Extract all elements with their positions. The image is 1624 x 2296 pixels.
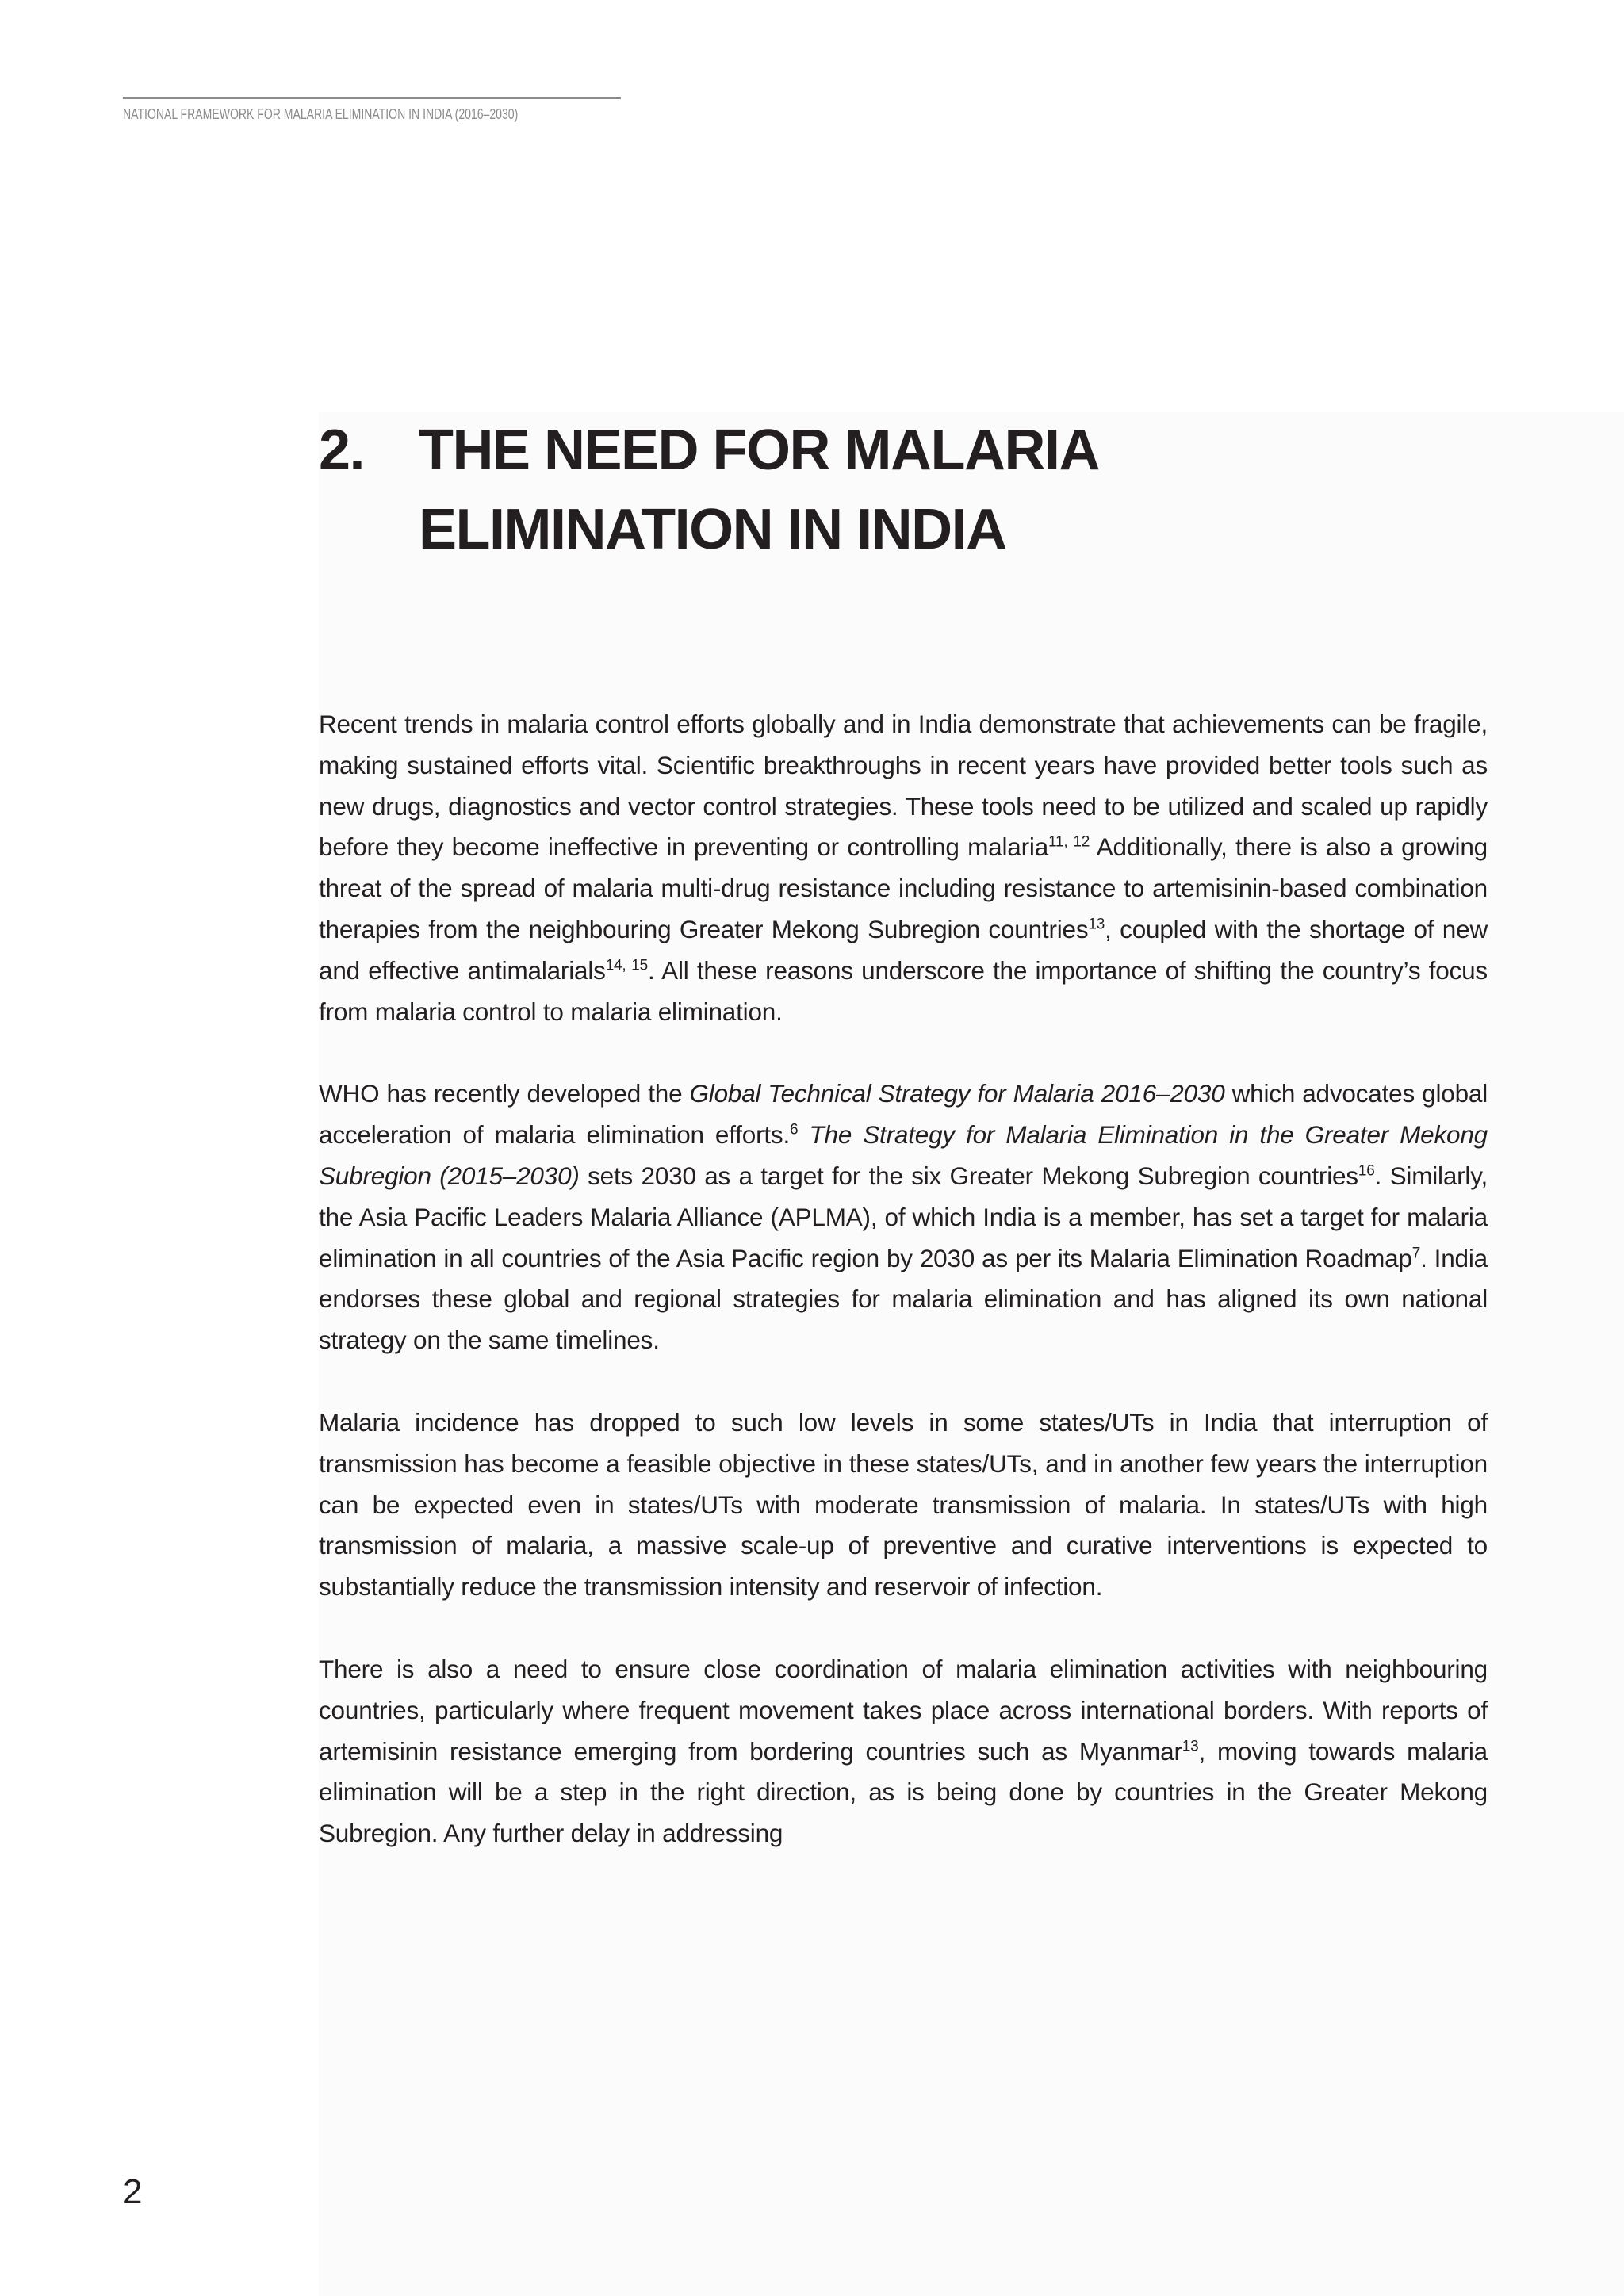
publication-title: Global Technical Strategy for Malaria 2016–2030 — [689, 1079, 1225, 1108]
reference-superscript: 6 — [790, 1121, 799, 1138]
chapter-title: THE NEED FOR MALARIA ELIMINATION IN INDIA — [419, 419, 1097, 561]
running-header: NATIONAL FRAMEWORK FOR MALARIA ELIMINATION IN INDIA (2016–2030) — [123, 106, 519, 122]
reference-superscript: 11, 12 — [1048, 833, 1090, 851]
paragraph-3: Malaria incidence has dropped to such low levels in some states/UTs in India that interruption of transmission has become a feasible objective in these states/UTs, and in another few years the interruption can be expected even in states/UTs with moderate transmission of malaria. In states/UTs with high transmission of malaria, a massive scale-up of preventive and curative interventions is expected to substantially reduce the transmission intensity and reservoir of infection. — [319, 1407, 1488, 1601]
header-rule — [123, 97, 621, 99]
chapter-number: 2. — [319, 419, 365, 482]
paragraph-4: There is also a need to ensure close coordination of malaria elimination activities with neighbouring countries, particularly where frequent movement takes place across international borders. With reports of artemisinin resistance emerging from bordering countries such as Myanmar$^{13}$, moving towards malaria elimination will be a step in the right direction, as is being done by countries in the Greater Mekong Subregion. Any further delay in addressing — [319, 1654, 1488, 1848]
body-text — [319, 704, 1488, 1854]
reference-superscript: 14, 15 — [605, 957, 649, 974]
paragraph-1: Recent trends in malaria control efforts globally and in India demonstrate that achievements can be fragile, making sustained efforts vital. Scientific breakthroughs in recent years have provided better tools such as new drugs, diagnostics and vector control strategies. These tools need to be utilized and scaled up rapidly before they become ineffective in preventing or controlling malaria$^{11, 12}$ Additionally, there is also a growing threat of the spread of malaria multi-drug resistance including resistance to artemisinin-based combination therapies from the neighbouring Greater Mekong Subregion countries$^{13}$, coupled with the shortage of new and effective antimalarials$^{14, 15}$. All these reasons underscore the importance of shifting the country’s focus from malaria control to malaria elimination. — [319, 710, 1488, 1026]
paragraph-2: WHO has recently developed the Global Technical Strategy for Malaria 2016–2030 which advocates global acceleration of malaria elimination efforts.$^6$ The Strategy for Malaria Elimination in the Greater Mekong Subregion (2015–2030) sets 2030 as a target for the six Greater Mekong Subregion countries$^{16}$. Similarly, the Asia Pacific Leaders Malaria Alliance (APLMA), of which India is a member, has set a target for malaria elimination in all countries of the Asia Pacific region by 2030 as per its Malaria Elimination Roadmap$^7$. India endorses these global and regional strategies for malaria elimination and has aligned its own national strategy on the same timelines. — [319, 1079, 1488, 1355]
reference-superscript: 13 — [1182, 1738, 1199, 1755]
publication-title: The Strategy for Malaria Elimination in the Greater Mekong Subregion (2015–2030) — [319, 1120, 1488, 1190]
page-number: 2 — [123, 2172, 143, 2211]
reference-superscript: 7 — [1411, 1245, 1421, 1262]
reference-superscript: 16 — [1358, 1162, 1375, 1180]
reference-superscript: 13 — [1088, 916, 1105, 933]
